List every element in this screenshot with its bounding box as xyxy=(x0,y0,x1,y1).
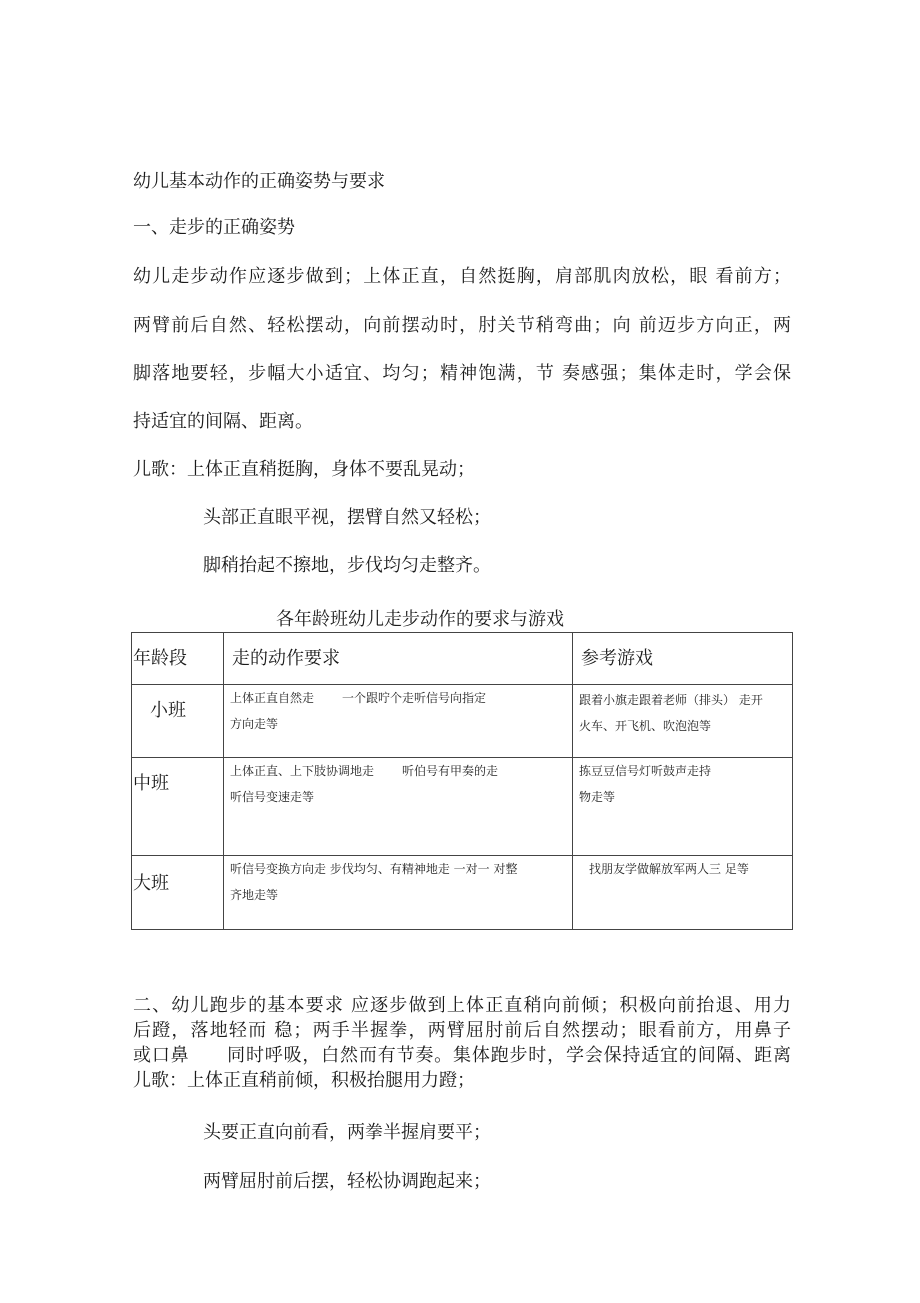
section1-rhyme-line: 儿歌：上体正直稍挺胸，身体不要乱晃动； xyxy=(133,459,475,480)
requirements-cell xyxy=(224,856,573,930)
document-title: 幼儿基本动作的正确姿势与要求 xyxy=(133,171,385,192)
req-text: 上体正直自然走 xyxy=(230,691,315,705)
req-text: 一个跟咛个走听信号向指定 xyxy=(342,691,487,705)
header-requirements: 走的动作要求 xyxy=(224,633,573,685)
age-cell: 中班 xyxy=(132,758,224,856)
header-games: 参考游戏 xyxy=(573,633,793,685)
header-age-group: 年龄段 xyxy=(132,633,224,685)
req-text: 听信号变换方向走 步伐均匀、有精神地走 一对一 对整 xyxy=(230,862,518,876)
games-cell xyxy=(573,758,793,856)
section1-paragraph-line: 脚落地要轻，步幅大小适宜、均匀；精神饱满，节 奏感强；集体走时，学会保 xyxy=(133,363,791,384)
req-text: 听信号变速走等 xyxy=(230,790,315,804)
requirements-cell xyxy=(224,758,573,856)
req-text: 上体正直、上下肢协调地走 xyxy=(230,764,375,778)
table-row xyxy=(132,758,793,856)
section1-paragraph-line: 幼儿走步动作应逐步做到；上体正直，自然挺胸，肩部肌肉放松，眼 看前方； xyxy=(133,266,791,287)
section1-rhyme-line: 头部正直眼平视，摆臂自然又轻松； xyxy=(203,507,491,528)
section2-rhyme-line: 头要正直向前看，两拳半握肩要平； xyxy=(203,1122,491,1143)
section2-paragraph-line: 或口鼻 同时呼吸，白然而有节奏。集体跑步时，学会保持适宜的间隔、距离 xyxy=(133,1045,791,1066)
game-text: 跟着小旗走跟着老师（排头） 走开 xyxy=(579,693,763,707)
section1-paragraph-line: 持适宜的间隔、距离。 xyxy=(133,411,313,432)
req-text: 听伯号有甲奏的走 xyxy=(402,764,499,778)
games-cell xyxy=(573,856,793,930)
section2-rhyme-line: 儿歌：上体正直稍前倾，积极抬腿用力蹬； xyxy=(133,1070,475,1091)
section2-paragraph-line: 后蹬，落地轻而 稳；两手半握拳，两臂屈肘前后自然摆动；眼看前方，用鼻子 xyxy=(133,1020,791,1041)
table-caption: 各年龄班幼儿走步动作的要求与游戏 xyxy=(276,609,564,630)
section1-heading: 一、走步的正确姿势 xyxy=(133,217,295,238)
table-header-row xyxy=(132,633,793,685)
walking-requirements-table xyxy=(131,632,793,930)
age-cell: 大班 xyxy=(132,856,224,930)
section2-rhyme-line: 两臂屈肘前后摆，轻松协调跑起来； xyxy=(203,1171,491,1192)
section1-paragraph-line: 两臂前后自然、轻松摆动，向前摆动时，肘关节稍弯曲；向 前迈步方向正，两 xyxy=(133,315,791,336)
req-text: 方向走等 xyxy=(230,717,279,731)
game-text: 找朋友学做解放军两人三 足等 xyxy=(589,862,749,876)
section1-rhyme-line: 脚稍抬起不擦地，步伐均匀走整齐。 xyxy=(203,555,491,576)
table-row xyxy=(132,856,793,930)
game-text: 火车、开飞机、吹泡泡等 xyxy=(579,719,712,733)
age-cell: 小班 xyxy=(132,685,224,758)
games-cell xyxy=(573,685,793,758)
game-text: 拣豆豆信号灯听鼓声走持 xyxy=(579,764,712,778)
game-text: 物走等 xyxy=(579,790,616,804)
requirements-cell xyxy=(224,685,573,758)
section2-paragraph-line: 二、幼儿跑步的基本要求 应逐步做到上体正直稍向前倾；积极向前抬退、用力 xyxy=(133,995,791,1016)
table-row xyxy=(132,685,793,758)
req-text: 齐地走等 xyxy=(230,888,279,902)
